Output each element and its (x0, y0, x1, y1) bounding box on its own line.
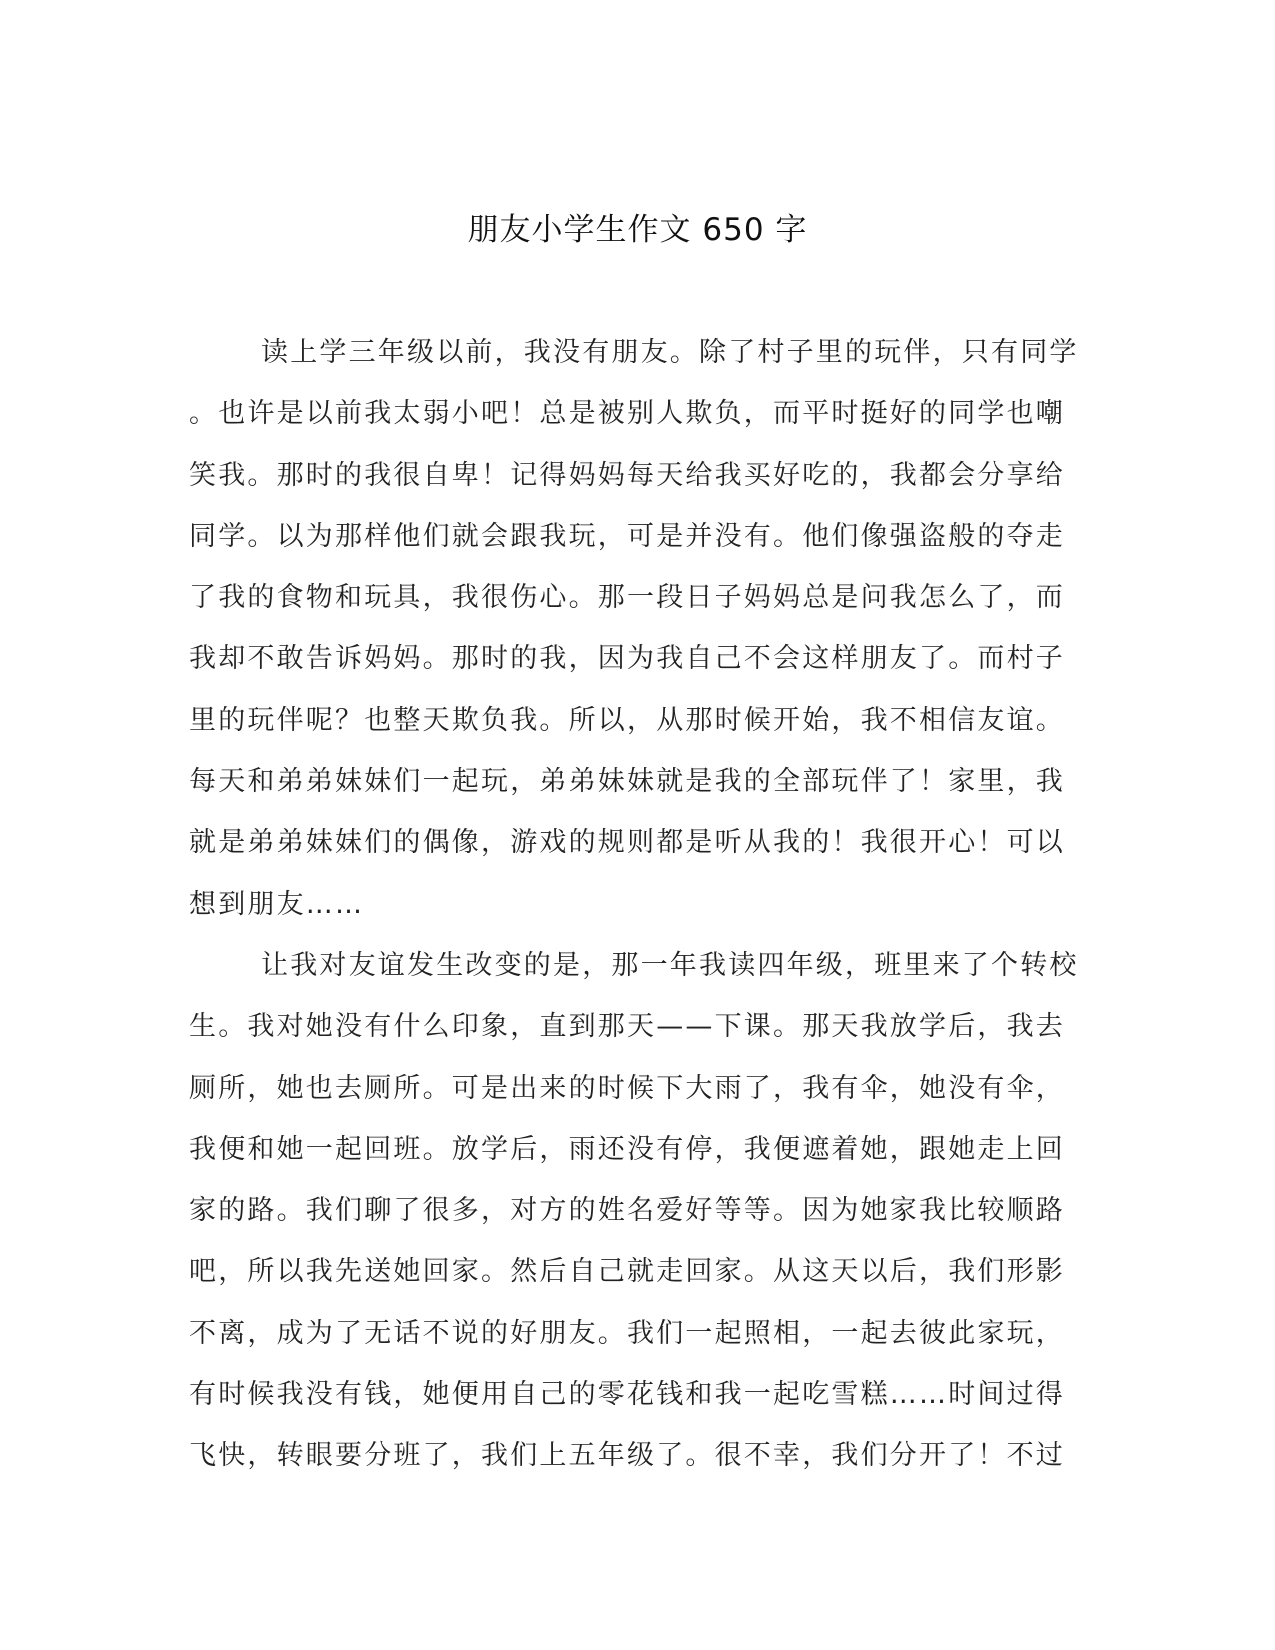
text-line: 就是弟弟妹妹们的偶像，游戏的规则都是听从我的！我很开心！可以 (189, 827, 1065, 859)
text-line: 吧，所以我先送她回家。然后自己就走回家。从这天以后，我们形影 (189, 1256, 1065, 1288)
text-line: 不离，成为了无话不说的好朋友。我们一起照相，一起去彼此家玩， (189, 1317, 1065, 1349)
document-body (189, 322, 1079, 1487)
text-line: 笑我。那时的我很自卑！记得妈妈每天给我买好吃的，我都会分享给 (189, 459, 1065, 491)
text-line: 家的路。我们聊了很多，对方的姓名爱好等等。因为她家我比较顺路 (189, 1195, 1065, 1227)
paragraph-2 (189, 935, 1079, 1487)
text-line: 想到朋友…… (189, 888, 365, 920)
text-line: 厕所，她也去厕所。可是出来的时候下大雨了，我有伞，她没有伞， (189, 1072, 1065, 1104)
text-line: 里的玩伴呢？也整天欺负我。所以，从那时候开始，我不相信友谊。 (189, 704, 1065, 736)
text-line: 读上学三年级以前，我没有朋友。除了村子里的玩伴，只有同学 (261, 337, 1079, 368)
text-line: 我却不敢告诉妈妈。那时的我，因为我自己不会这样朋友了。而村子 (189, 643, 1065, 675)
text-line: 有时候我没有钱，她便用自己的零花钱和我一起吃雪糕……时间过得 (189, 1379, 1065, 1411)
text-line: 同学。以为那样他们就会跟我玩，可是并没有。他们像强盗般的夺走 (189, 520, 1065, 552)
text-line: 我便和她一起回班。放学后，雨还没有停，我便遮着她，跟她走上回 (189, 1133, 1065, 1165)
text-line: 生。我对她没有什么印象，直到那天——下课。那天我放学后，我去 (189, 1011, 1065, 1043)
text-line: 。也许是以前我太弱小吧！总是被别人欺负，而平时挺好的同学也嘲 (189, 398, 1065, 430)
paragraph-1 (189, 322, 1079, 935)
text-line: 让我对友谊发生改变的是，那一年我读四年级，班里来了个转校 (261, 949, 1079, 981)
text-line: 了我的食物和玩具，我很伤心。那一段日子妈妈总是问我怎么了，而 (189, 582, 1065, 614)
text-line: 每天和弟弟妹妹们一起玩，弟弟妹妹就是我的全部玩伴了！家里，我 (189, 766, 1065, 798)
text-line: 飞快，转眼要分班了，我们上五年级了。很不幸，我们分开了！不过 (189, 1440, 1065, 1472)
document-title: 朋友小学生作文 650 字 (467, 212, 808, 248)
